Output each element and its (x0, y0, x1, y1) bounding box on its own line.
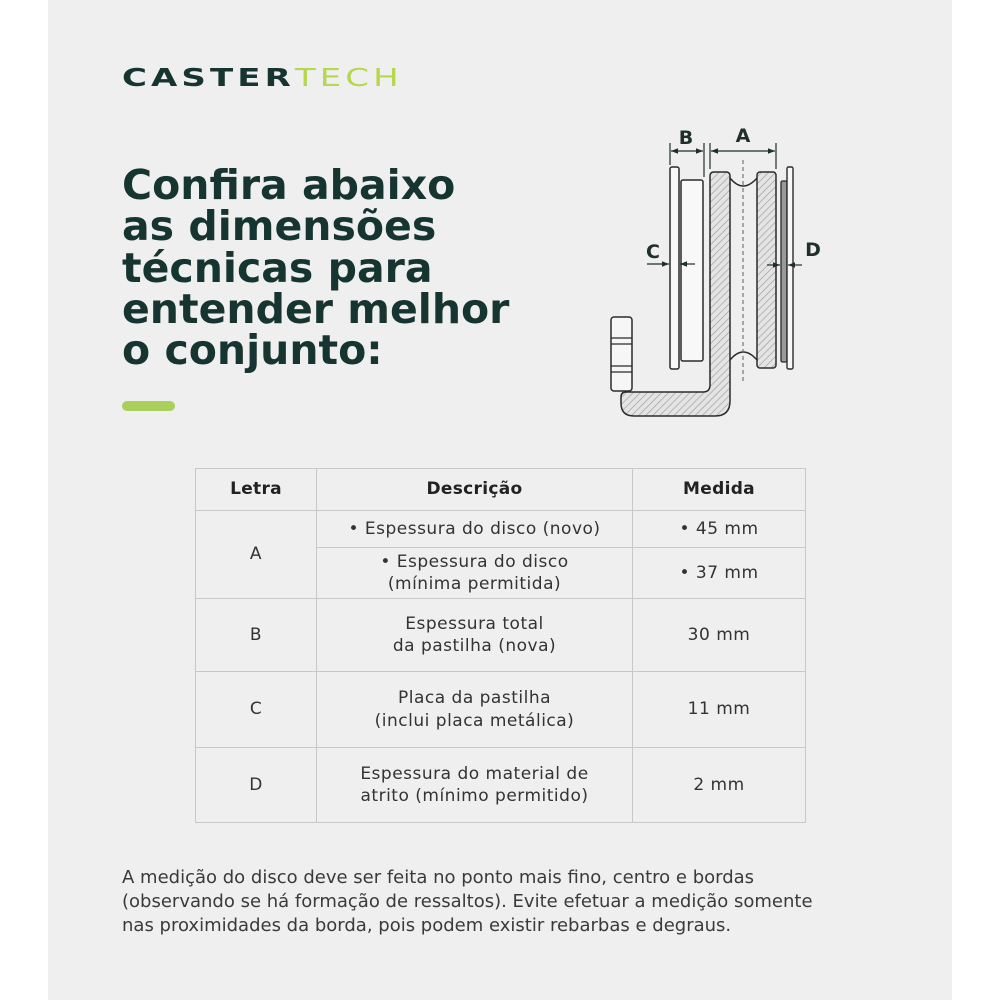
logo-primary-text: CASTER (122, 63, 295, 92)
table-head (196, 469, 806, 511)
inner-pad-friction-material (681, 180, 703, 361)
disc-outer-ring-section (757, 172, 776, 368)
brake-disc-diagram (600, 120, 840, 430)
cell-letter: B (196, 599, 317, 672)
cell-measure: • 37 mm (633, 548, 806, 599)
cell-description: • Espessura do disco (mínima permitida) (317, 548, 633, 599)
outer-pad-backing-plate (787, 167, 793, 369)
label-a: A (735, 125, 751, 147)
header-letter: Letra (196, 469, 317, 511)
inner-pad-backing-plate (670, 167, 679, 369)
logo-secondary-text: TECH (294, 63, 403, 92)
cell-letter: C (196, 672, 317, 748)
table-row (196, 672, 806, 748)
label-b: B (678, 127, 694, 149)
table-row (196, 599, 806, 672)
cell-description: Espessura do material de atrito (mínimo permitido) (317, 748, 633, 823)
cell-measure: 30 mm (633, 599, 806, 672)
label-d: D (805, 239, 821, 261)
cell-measure: 2 mm (633, 748, 806, 823)
hub-bracket (611, 317, 632, 391)
header-measure: Medida (633, 469, 806, 511)
table-header-row (196, 469, 806, 511)
hub-bracket-body (611, 317, 632, 391)
cell-description: Placa da pastilha (inclui placa metálica) (317, 672, 633, 748)
cell-measure: • 45 mm (633, 511, 806, 548)
table-row (196, 511, 806, 548)
page-heading: Confira abaixo as dimensões técnicas para entender melhor o conjunto: (122, 161, 510, 375)
cell-measure: 11 mm (633, 672, 806, 748)
cell-letter: A (196, 511, 317, 599)
cell-description: • Espessura do disco (novo) (317, 511, 633, 548)
castertech-logo (122, 65, 403, 90)
dimensions-table (195, 468, 806, 823)
label-c: C (646, 241, 660, 263)
table-body (196, 511, 806, 823)
outer-pad-friction-material (781, 181, 787, 362)
header-description: Descrição (317, 469, 633, 511)
accent-bar (122, 401, 175, 411)
cell-letter: D (196, 748, 317, 823)
table-row (196, 748, 806, 823)
measurement-note: A medição do disco deve ser feita no ponto mais fino, centro e bordas (observando se há formação de ressaltos). Evite efetuar a medição somente nas proximidades da borda, pois podem existir rebarbas e degraus. (122, 867, 813, 936)
cell-description: Espessura total da pastilha (nova) (317, 599, 633, 672)
